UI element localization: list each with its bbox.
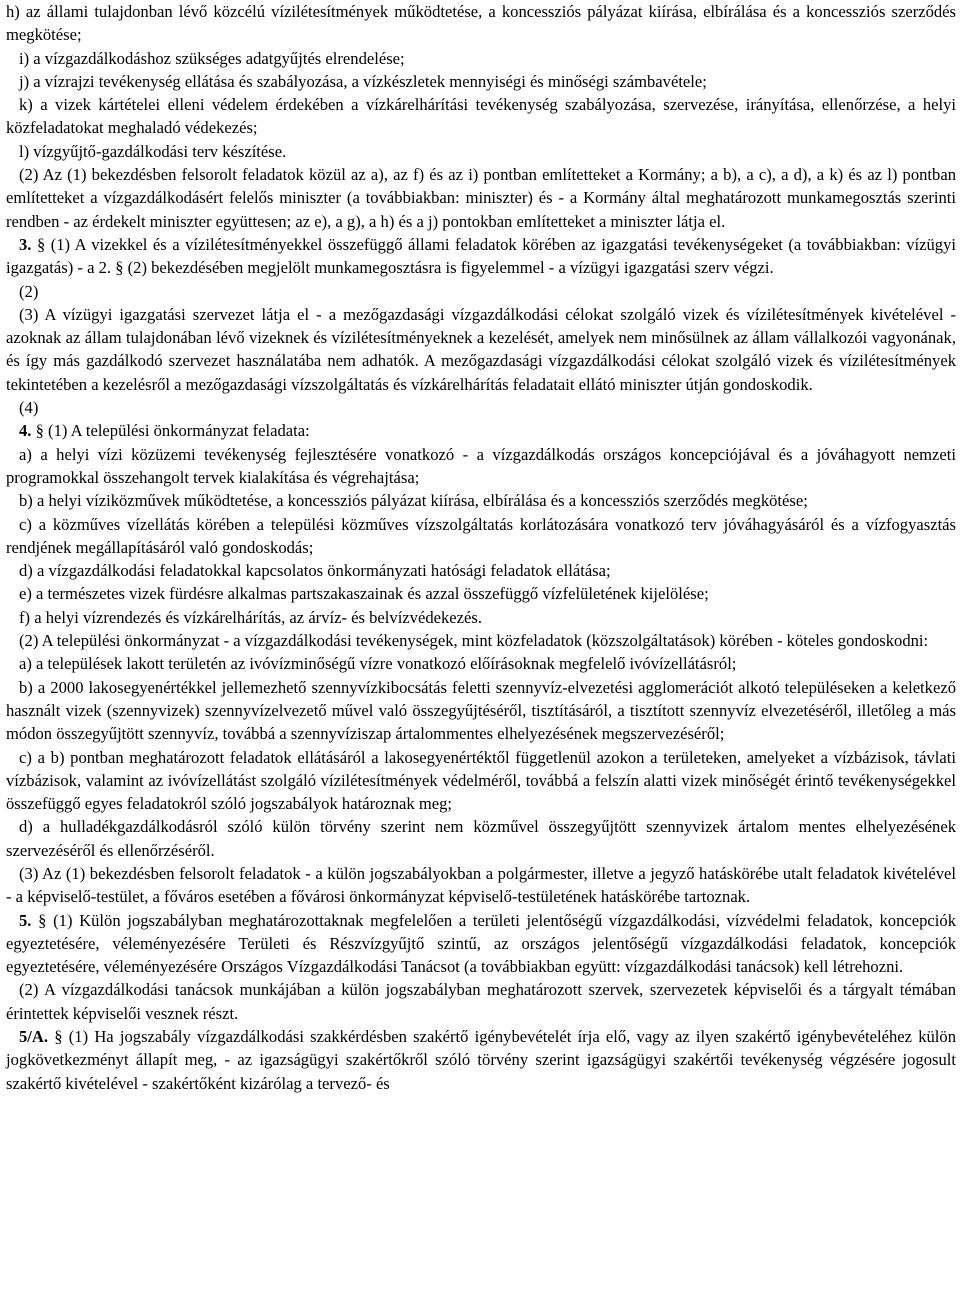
list-item-f (6, 606, 956, 629)
paragraph-text: b) a 2000 lakosegyenértékkel jellemezhető szennyvízkibocsátás feletti szennyvíz-elvezetési agglomerációt alkotó településeken a keletkező használt vizek (szennyvizek) szennyvízelvezető művel való összegyűjtéséről, tisztításáról, a tisztított szennyvíz elvezetéséről, illetőleg a más módon összegyűjtött szennyvíz, továbbá a szennyvíziszap ártalommentes elhelyezésének megszervezéséről; (6, 677, 956, 744)
paragraph-i (6, 47, 956, 70)
section-3-paragraph-4 (6, 396, 956, 419)
paragraph-text: c) a b) pontban meghatározott feladatok ellátásáról a lakosegyenértéktől függetlenül azokon a területeken, amelyeket a vízbázisok, távlati vízbázisok, valamint az ivóvízellátást szolgáló vízilétesítmények védelméről, továbbá a felszín alatti vizek minőségét érintő tevékenységekkel összefüggő egyes feladatokról szóló jogszabályok határoznak meg; (6, 747, 956, 814)
list-item-2a (6, 652, 956, 675)
paragraph-text: j) a vízrajzi tevékenység ellátása és szabályozása, a vízkészletek mennyiségi és minőségi számbavétele; (19, 71, 707, 91)
paragraph-text: (2) Az (1) bekezdésben felsorolt feladatok közül az a), az f) és az i) pontban említetteket a Kormány; a b), a c), a d), a k) és az l) pontban említetteket a vízgazdálkodásért felelős miniszter (a továbbiakban: miniszter) és - a Kormány által meghatározott munkamegosztás szerinti rendben - az érdekelt miniszter együttesen; az e), a g), a h) és a j) pontokban említetteket a miniszter látja el. (6, 165, 956, 231)
list-item-d (6, 559, 956, 582)
document-page (6, 0, 956, 1095)
paragraph-2-2 (6, 163, 956, 233)
list-item-2c (6, 746, 956, 816)
paragraph-text: (2) A vízgazdálkodási tanácsok munkájában a külön jogszabályban meghatározott szervek, szervezetek képviselői és a tárgyalt témában érintettek képviselői vesznek részt. (6, 980, 956, 1023)
paragraph-l (6, 140, 956, 163)
paragraph-text: (2) (19, 281, 39, 301)
list-item-a (6, 443, 956, 490)
paragraph-text: a) a helyi vízi közüzemi tevékenység fejlesztésére vonatkozó - a vízgazdálkodás országos koncepciójával és a jóváhagyott nemzeti programokkal összehangolt tervek kialakítása és végrehajtása; (6, 444, 956, 487)
section-number: 5/A. (19, 1027, 49, 1047)
paragraph-text: (4) (19, 398, 39, 418)
section-3-paragraph-3 (6, 303, 956, 396)
paragraph-text: § (1) A települési önkormányzat feladata: (31, 421, 310, 441)
section-number: 4. (19, 421, 32, 441)
list-item-2d (6, 815, 956, 862)
section-5a-paragraph-1 (6, 1025, 956, 1095)
section-number: 5. (19, 910, 32, 930)
list-item-2b (6, 676, 956, 746)
paragraph-text: (3) A vízügyi igazgatási szervezet látja el - a mezőgazdasági vízgazdálkodási célokat szolgáló vizek és vízilétesítmények kivételével - azoknak az állam tulajdonában lévő vizeknek és vízilétesítményeknek a kezelését, amelyek nem minősülnek az állam vállalkozói vagyonának, és így más gazdálkodó szervezet használatába nem adhatók. A mezőgazdasági vízgazdálkodási célokat szolgáló vizek és vízilétesítmények tekintetében a kezelésről a mezőgazdasági vízszolgáltatás és vízkárelhárítás feladatait ellátó miniszter útján gondoskodik. (6, 304, 956, 394)
paragraph-text: d) a vízgazdálkodási feladatokkal kapcsolatos önkormányzati hatósági feladatok ellátása; (19, 561, 611, 581)
list-item-e (6, 582, 956, 605)
paragraph-j (6, 70, 956, 93)
section-number: 3. (19, 234, 32, 254)
paragraph-text: § (1) A vizekkel és a vízilétesítményekkel összefüggő állami feladatok körében az igazgatási tevékenységeket (a továbbiakban: vízügyi igazgatás) - a 2. § (2) bekezdésében megjelölt munkamegosztásra is figyelemmel - a vízügyi igazgatási szerv végzi. (6, 234, 956, 278)
section-3-paragraph-2 (6, 280, 956, 303)
list-item-b (6, 489, 956, 512)
section-5-paragraph-2 (6, 978, 956, 1025)
section-4-paragraph-1 (6, 419, 956, 442)
paragraph-text: (3) Az (1) bekezdésben felsorolt feladatok - a külön jogszabályokban a polgármester, illetve a jegyző hatáskörébe utalt feladatok kivételével - a képviselő-testület, a főváros esetében a fővárosi önkormányzat képviselő-testületének hatáskörébe tartoznak. (6, 863, 956, 907)
paragraph-k (6, 93, 956, 140)
paragraph-text: i) a vízgazdálkodáshoz szükséges adatgyűjtés elrendelése; (19, 48, 405, 68)
paragraph-text: c) a közműves vízellátás körében a települési közműves vízszolgáltatás korlátozására vonatkozó terv jóváhagyásáról és a vízfogyasztás rendjének megállapításáról való gondoskodás; (6, 514, 956, 557)
section-5-paragraph-1 (6, 909, 956, 979)
paragraph-text: a) a települések lakott területén az ivóvízminőségű vízre vonatkozó előírásoknak megfelelő ivóvízellátásról; (19, 654, 737, 674)
list-item-c (6, 513, 956, 560)
paragraph-text: e) a természetes vizek fürdésre alkalmas partszakaszainak és azzal összefüggő vízfelületének kijelölése; (19, 584, 709, 604)
paragraph-text: k) a vizek kártételei elleni védelem érdekében a vízkárelhárítási tevékenység szabályozása, szervezése, irányítása, ellenőrzése, a helyi közfeladatokat meghaladó védekezés; (6, 95, 956, 138)
paragraph-text: l) vízgyűjtő-gazdálkodási terv készítése. (19, 141, 287, 161)
paragraph-text: § (1) Külön jogszabályban meghatározottaknak megfelelően a területi jelentőségű vízgazdálkodási, vízvédelmi feladatok, koncepciók egyeztetésére, véleményezésére Területi és Részvízgyűjtő szintű, az országos jelentőségű vízgazdálkodási feladatok, koncepciók egyeztetésére, véleményezésére Országos Vízgazdálkodási Tanácsot (a továbbiakban együtt: vízgazdálkodási tanácsok) kell létrehozni. (6, 910, 956, 977)
paragraph-h (6, 0, 956, 47)
paragraph-text: f) a helyi vízrendezés és vízkárelhárítás, az árvíz- és belvízvédekezés. (19, 607, 482, 627)
section-4-paragraph-3 (6, 862, 956, 909)
paragraph-text: (2) A települési önkormányzat - a vízgazdálkodási tevékenységek, mint közfeladatok (közszolgáltatások) körében - köteles gondoskodni: (19, 631, 929, 651)
section-3-paragraph-1 (6, 233, 956, 280)
section-4-paragraph-2 (6, 629, 956, 652)
paragraph-text: h) az állami tulajdonban lévő közcélú vízilétesítmények működtetése, a koncessziós pályázat kiírása, elbírálása és a koncessziós szerződés megkötése; (6, 2, 956, 45)
paragraph-text: § (1) Ha jogszabály vízgazdálkodási szakkérdésben szakértő igénybevételét írja elő, vagy az ilyen szakértő igénybevételéhez külön jogkövetkezményt állapít meg, - az igazságügyi szakértőkről szóló törvény szerint igazságügyi szakértői tevékenység végzésére jogosult szakértő kivételével - szakértőként kizárólag a tervező- és (6, 1027, 956, 1093)
paragraph-text: d) a hulladékgazdálkodásról szóló külön törvény szerint nem közművel összegyűjtött szennyvizek ártalom mentes elhelyezésének szervezéséről és ellenőrzéséről. (6, 817, 956, 860)
paragraph-text: b) a helyi víziközművek működtetése, a koncessziós pályázat kiírása, elbírálása és a koncessziós szerződés megkötése; (19, 491, 808, 511)
